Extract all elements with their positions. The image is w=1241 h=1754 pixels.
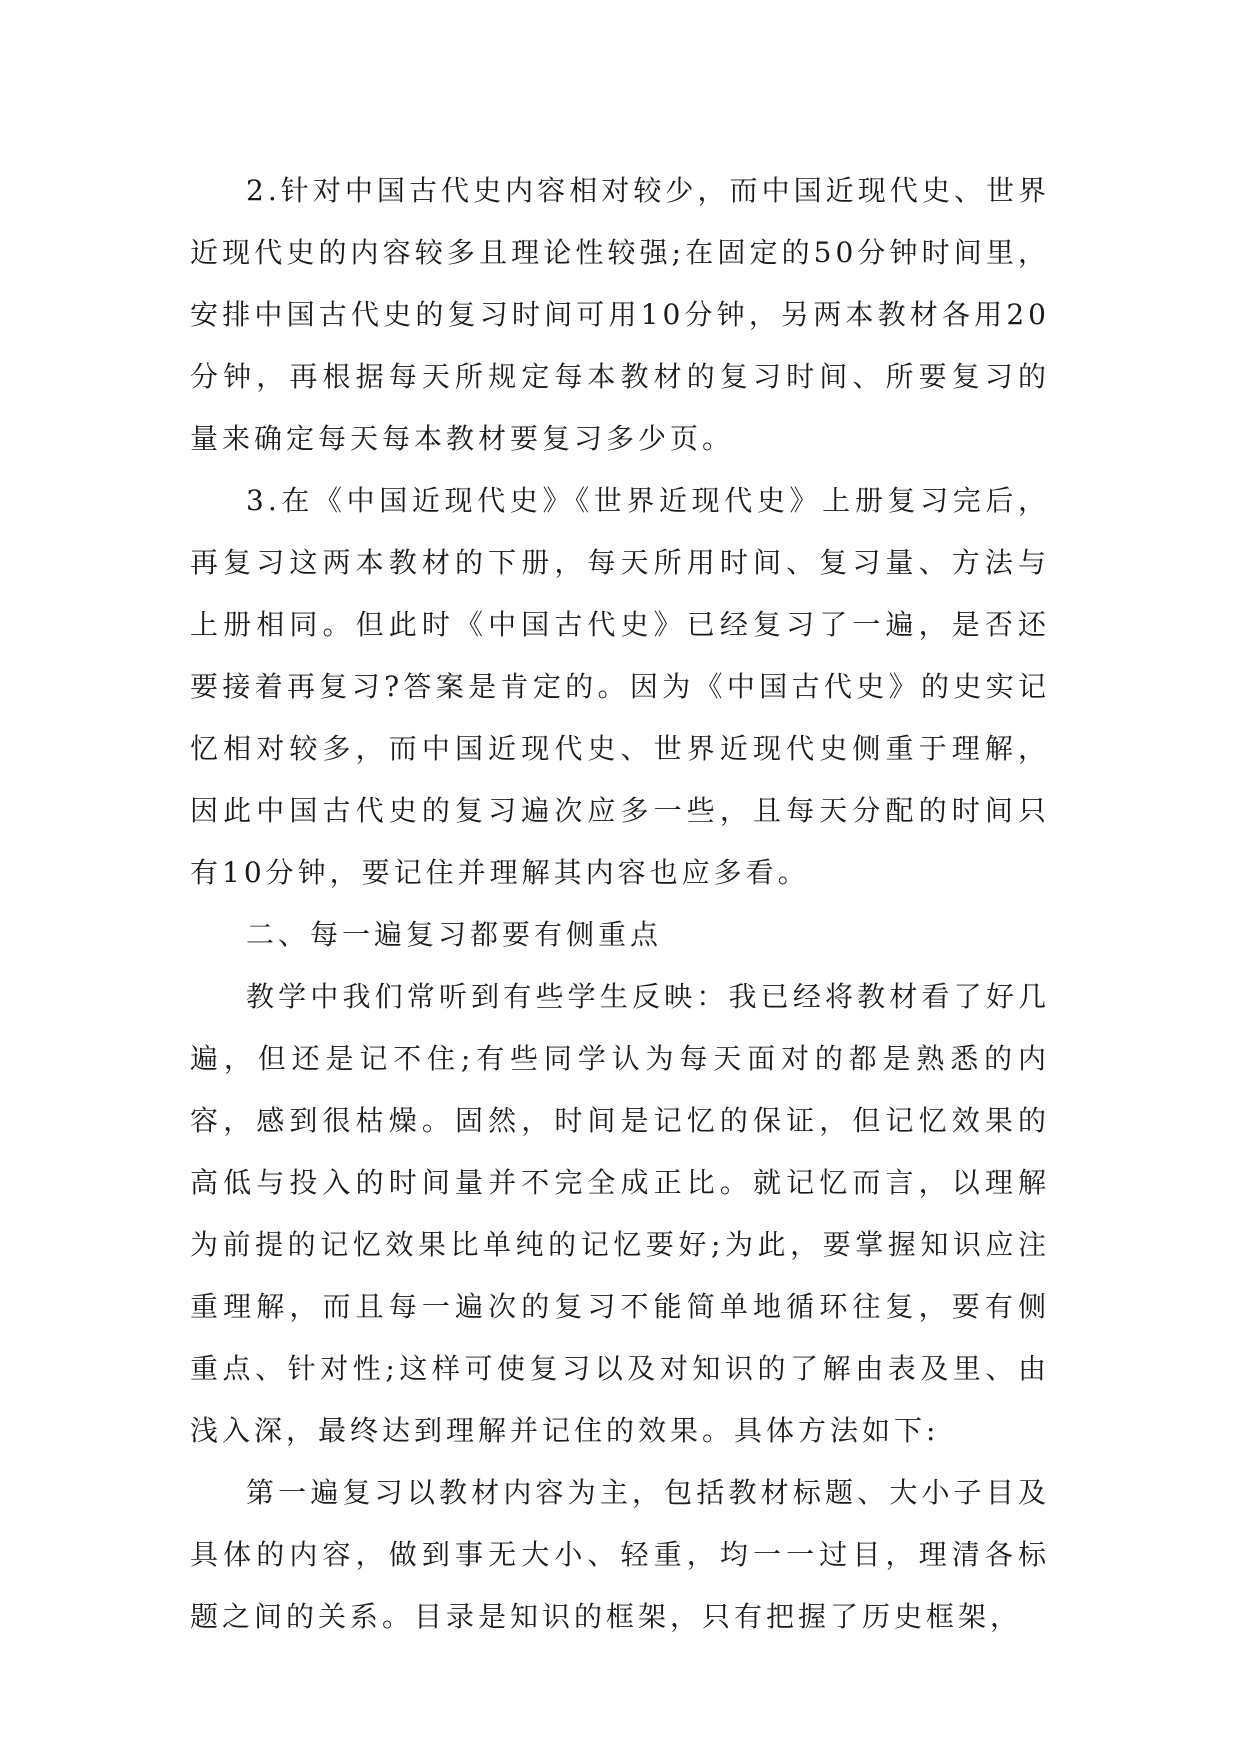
paragraph-review-focus: 教学中我们常听到有些学生反映：我已经将教材看了好几遍，但还是记不住;有些同学认为每天面对的都是熟悉的内容，感到很枯燥。固然，时间是记忆的保证，但记忆效果的高低与投入的时间量并不完全成正比。就记忆而言，以理解为前提的记忆效果比单纯的记忆要好;为此，要掌握知识应注重理解，而且每一遍次的复习不能简单地循环往复，要有侧重点、针对性;这样可使复习以及对知识的了解由表及里、由浅入深，最终达到理解并记住的效果。具体方法如下: [190, 980, 1050, 1447]
section-heading: 二、每一遍复习都要有侧重点 [246, 918, 663, 951]
paragraph-first-review: 第一遍复习以教材内容为主，包括教材标题、大小子目及具体的内容，做到事无大小、轻重，均一一过目，理清各标题之间的关系。目录是知识的框架，只有把握了历史框架， [190, 1476, 1050, 1633]
document-page [190, 160, 1050, 1648]
paragraph-time-allocation: 2.针对中国古代史内容相对较少，而中国近现代史、世界近现代史的内容较多且理论性较强;在固定的50分钟时间里，安排中国古代史的复习时间可用10分钟，另两本教材各用20分钟，再根据每天所规定每本教材的复习时间、所要复习的量来确定每天每本教材要复习多少页。 [190, 174, 1050, 455]
paragraph-second-volume: 3.在《中国近现代史》《世界近现代史》上册复习完后，再复习这两本教材的下册，每天所用时间、复习量、方法与上册相同。但此时《中国古代史》已经复习了一遍，是否还要接着再复习?答案是肯定的。因为《中国古代史》的史实记忆相对较多，而中国近现代史、世界近现代史侧重于理解，因此中国古代史的复习遍次应多一些，且每天分配的时间只有10分钟，要记住并理解其内容也应多看。 [190, 484, 1050, 889]
